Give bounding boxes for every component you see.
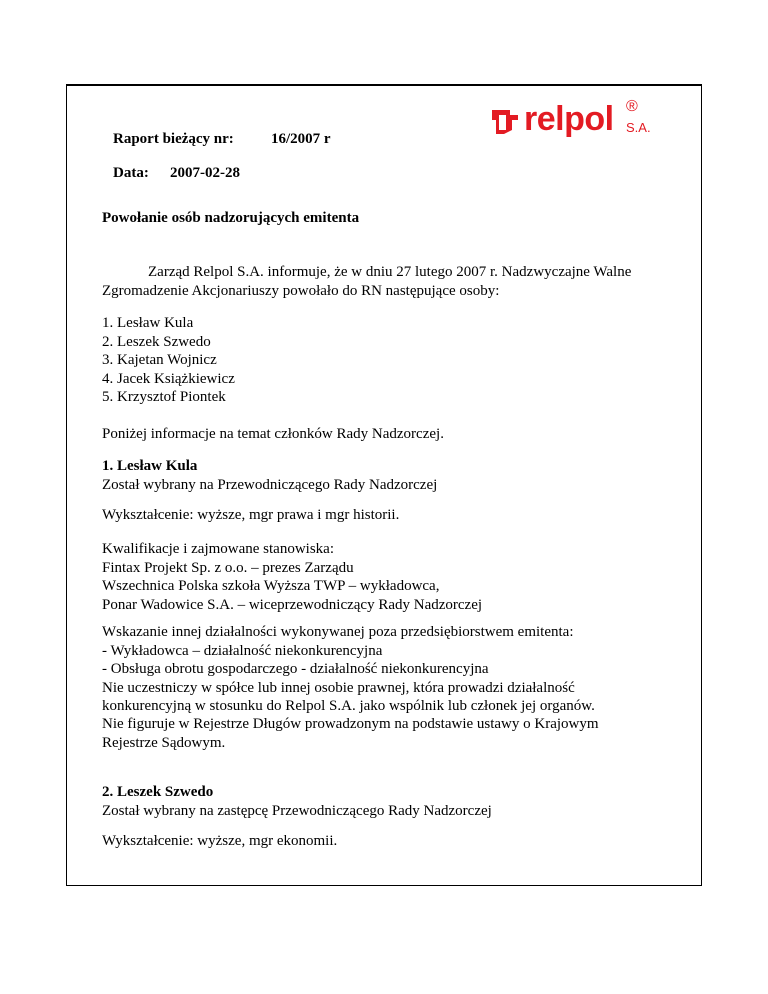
person1-header [102, 457, 662, 494]
qualification-line: Kwalifikacje i zajmowane stanowiska: [102, 541, 335, 557]
members-list [102, 314, 662, 407]
intro-line: Zarząd Relpol S.A. informuje, że w dniu 27 lutego 2007 r. Nadzwyczajne Walne [148, 264, 632, 280]
person2-name: 2. Leszek Szwedo [102, 784, 214, 800]
list-item: 4. Jacek Książkiewicz [102, 370, 235, 387]
list-item: 1. Lesław Kula [102, 315, 194, 331]
person1-role: Został wybrany na Przewodniczącego Rady Nadzorczej [102, 476, 438, 493]
activity-line: - Wykładowca – działalność niekonkurencyjna [102, 642, 383, 659]
person1-education: Wykształcenie: wyższe, mgr prawa i mgr historii. [102, 507, 400, 523]
relpol-logo [490, 100, 650, 142]
relay-icon [490, 106, 524, 136]
qualification-line: Fintax Projekt Sp. z o.o. – prezes Zarządu [102, 559, 354, 576]
activity-line: - Obsługa obrotu gospodarczego - działalność niekonkurencyjna [102, 661, 489, 677]
person2-education: Wykształcenie: wyższe, mgr ekonomii. [102, 833, 338, 849]
date-value: 2007-02-28 [170, 165, 240, 181]
subject-heading: Powołanie osób nadzorujących emitenta [102, 210, 360, 226]
activity-line: Wskazanie innej działalności wykonywanej poza przedsiębiorstwem emitenta: [102, 624, 574, 640]
person2-header [102, 783, 662, 820]
person1-registry [102, 715, 662, 752]
list-item: 5. Krzysztof Piontek [102, 389, 226, 405]
person1-qualifications [102, 540, 662, 614]
registry-line: Rejestrze Sądowym. [102, 734, 226, 751]
logo-registered-mark: ® [626, 98, 638, 115]
intro-paragraph [102, 263, 662, 300]
person2-role: Został wybrany na zastępcę Przewodniczącego Rady Nadzorczej [102, 802, 492, 819]
list-item: 2. Leszek Szwedo [102, 333, 211, 350]
report-number: 16/2007 r [271, 131, 331, 147]
qualification-line: Ponar Wadowice S.A. – wiceprzewodniczący Rady Nadzorczej [102, 596, 483, 613]
registry-line: Nie figuruje w Rejestrze Długów prowadzonym na podstawie ustawy o Krajowym [102, 716, 599, 732]
logo-word: relpol [524, 100, 614, 138]
logo-suffix: S.A. [626, 120, 651, 135]
report-label: Raport bieżący nr: [113, 131, 234, 147]
person1-name: 1. Lesław Kula [102, 458, 198, 474]
date-label: Data: [113, 165, 149, 181]
person1-activities [102, 623, 662, 716]
list-item: 3. Kajetan Wojnicz [102, 352, 217, 368]
qualification-line: Wszechnica Polska szkoła Wyższa TWP – wykładowca, [102, 578, 440, 594]
activity-line: Nie uczestniczy w spółce lub innej osobie prawnej, która prowadzi działalność [102, 679, 575, 696]
activity-line: konkurencyjną w stosunku do Relpol S.A. jako wspólnik lub członek jej organów. [102, 698, 595, 714]
info-heading: Poniżej informacje na temat członków Rady Nadzorczej. [102, 426, 444, 442]
intro-line: Zgromadzenie Akcjonariuszy powołało do RN następujące osoby: [102, 282, 500, 299]
